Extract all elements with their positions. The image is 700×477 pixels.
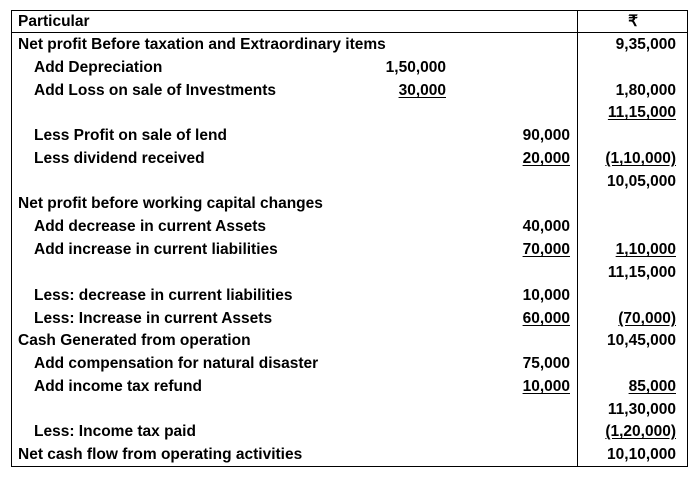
amount-total: 11,30,000 [607,401,676,418]
row-label: Less: Income tax paid [34,423,196,440]
row-label: Less: decrease in current liabilities [34,287,293,304]
row-label: Add Depreciation [34,59,163,76]
table-row [0,420,700,443]
table-row [0,147,700,170]
row-label: Net profit Before taxation and Extraordinary items [18,36,386,53]
amount-total: (1,10,000) [605,150,676,167]
row-label: Less Profit on sale of lend [34,127,227,144]
row-label: Net profit before working capital changes [18,195,323,212]
currency-header: ₹ [628,13,638,30]
table-row [0,284,700,307]
amount-total: 85,000 [628,378,676,395]
particular-header: Particular [18,13,90,30]
table-row [0,443,700,466]
table-row [0,56,700,79]
row-label: Less: Increase in current Assets [34,310,273,327]
amount-total: (70,000) [618,310,676,327]
table-row [0,79,700,102]
table-row [0,307,700,330]
table-row [0,215,700,238]
row-label: Add decrease in current Assets [34,218,267,235]
amount-col2: 20,000 [522,150,570,167]
amount-col2: 40,000 [522,218,570,235]
amount-col2: 10,000 [522,287,570,304]
table-row [0,261,700,284]
table-row [0,170,700,193]
table-row [0,375,700,398]
table-row [0,238,700,261]
amount-col1: 1,50,000 [385,59,446,76]
row-label: Cash Generated from operation [18,332,251,349]
row-label: Add compensation for natural disaster [34,355,319,372]
amount-total: 11,15,000 [607,264,676,281]
amount-col2: 90,000 [522,127,570,144]
amount-total: 11,15,000 [607,104,676,121]
row-label: Net cash flow from operating activities [18,446,303,463]
amount-col2: 60,000 [522,310,570,327]
amount-col2: 75,000 [522,355,570,372]
table-row [0,398,700,421]
table-row [0,101,700,124]
table-row [0,124,700,147]
row-label: Add income tax refund [34,378,202,395]
table-row [0,192,700,215]
amount-total: 10,45,000 [607,332,676,349]
row-label: Add increase in current liabilities [34,241,278,258]
amount-col2: 70,000 [522,241,570,258]
amount-col2: 10,000 [522,378,570,395]
amount-total: 1,80,000 [615,82,676,99]
amount-total: 1,10,000 [615,241,676,258]
table-row [0,33,700,56]
amount-total: 10,10,000 [607,446,676,463]
amount-total: 10,05,000 [607,173,676,190]
row-label: Less dividend received [34,150,205,167]
amount-total: 9,35,000 [615,36,676,53]
amount-total: (1,20,000) [605,423,676,440]
amount-col1: 30,000 [398,82,446,99]
header-row [0,10,700,33]
table-row [0,329,700,352]
table-row [0,352,700,375]
row-label: Add Loss on sale of Investments [34,82,277,99]
